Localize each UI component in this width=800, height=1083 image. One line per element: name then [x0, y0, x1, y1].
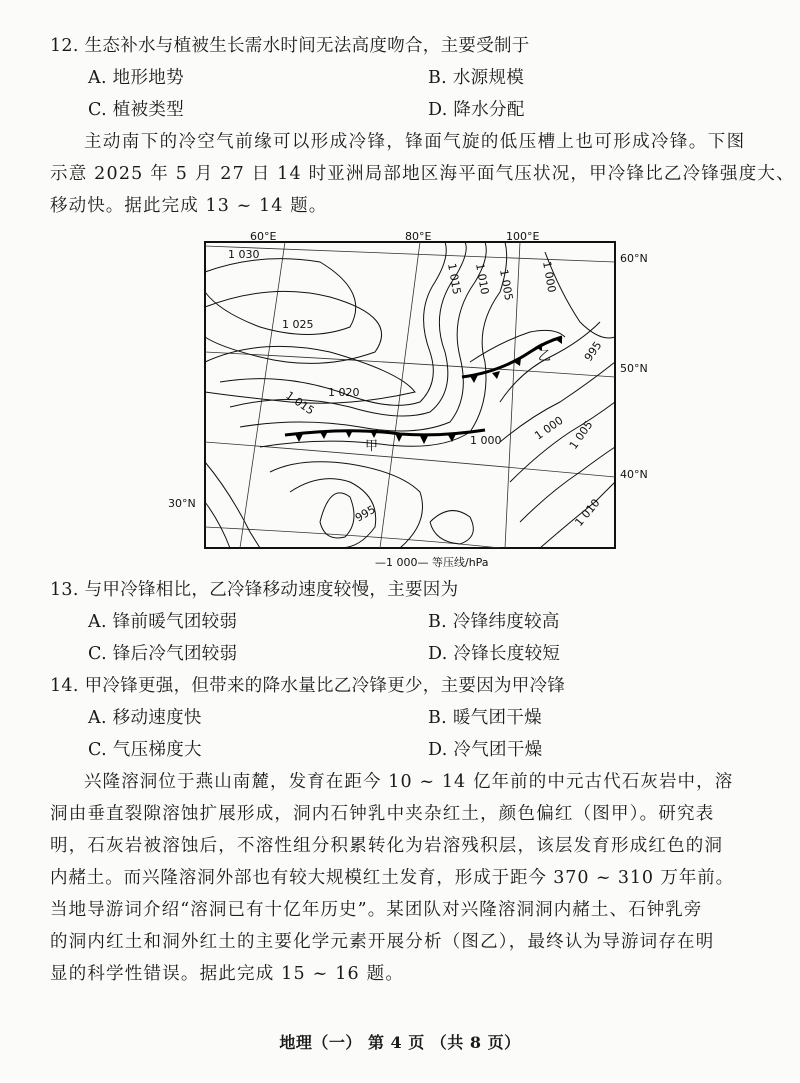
q14-option-d: D. 冷气团干燥: [428, 740, 543, 760]
q14-stem: 14. 甲冷锋更强，但带来的降水量比乙冷锋更少，主要因为甲冷锋: [50, 676, 566, 696]
intro-15-16-line-7: 显的科学性错误。据此完成 15 ~ 16 题。: [50, 964, 405, 984]
isobar-map-svg: [168, 230, 648, 572]
page-footer: 地理（一） 第 4 页 （共 8 页）: [279, 1033, 521, 1052]
intro-15-16-line-3: 明，石灰岩被溶蚀后，不溶性组分积累转化为岩溶残积层，该层发育形成红色的洞: [50, 836, 724, 856]
intro-15-16-line-2: 洞由垂直裂隙溶蚀扩展形成，洞内石钟乳中夹杂红土，颜色偏红（图甲）。研究表: [50, 804, 715, 824]
isobar-label-1000-north: 1 000: [540, 260, 559, 294]
front-label-yi: 乙: [538, 349, 552, 364]
lon-label-80e: 80°E: [405, 230, 432, 243]
intro-13-14-line-3: 移动快。据此完成 13 ~ 14 题。: [50, 196, 328, 216]
q13-option-c: C. 锋后冷气团较弱: [88, 644, 238, 664]
q12-stem: 12. 生态补水与植被生长需水时间无法高度吻合，主要受制于: [50, 36, 530, 56]
isobar-label-1020: 1 020: [328, 386, 360, 399]
intro-15-16-line-6: 的洞内红土和洞外红土的主要化学元素开展分析（图乙），最终认为导游词存在明: [50, 932, 715, 952]
isobar-label-1000-east: 1 000: [532, 413, 566, 443]
isobar-label-1005-east: 1 005: [566, 418, 596, 452]
intro-15-16-line-1: 兴隆溶洞位于燕山南麓，发育在距今 10 ~ 14 亿年前的中元古代石灰岩中，溶: [84, 772, 734, 792]
q13-stem: 13. 与甲冷锋相比，乙冷锋移动速度较慢，主要因为: [50, 580, 459, 600]
isobar-label-1015-west: 1 015: [283, 388, 317, 418]
q12-option-b: B. 水源规模: [428, 68, 525, 88]
lat-label-60n: 60°N: [620, 252, 648, 265]
sea-level-pressure-map: [168, 230, 648, 572]
map-legend: —1 000— 等压线/hPa: [375, 556, 489, 569]
intro-15-16-line-5: 当地导游词介绍“溶洞已有十亿年历史”。某团队对兴隆溶洞洞内赭土、石钟乳旁: [50, 900, 703, 920]
isobar-label-995-northeast: 995: [581, 339, 605, 364]
q12-option-d: D. 降水分配: [428, 100, 525, 120]
q14-option-c: C. 气压梯度大: [88, 740, 202, 760]
lat-label-50n: 50°N: [620, 362, 648, 375]
lat-label-30n: 30°N: [168, 497, 196, 510]
isobar-label-1010-east: 1 010: [572, 496, 603, 529]
isobar-label-1030: 1 030: [228, 248, 260, 261]
isobar-label-1010-north: 1 010: [473, 262, 492, 296]
isobar-label-1005-north: 1 005: [497, 268, 516, 302]
front-label-jia: 甲: [365, 439, 379, 454]
isobar-label-1000-center: 1 000: [470, 434, 502, 447]
isobar-label-1015-north: 1 015: [445, 262, 464, 296]
q12-option-c: C. 植被类型: [88, 100, 184, 120]
q13-option-b: B. 冷锋纬度较高: [428, 612, 560, 632]
q14-option-a: A. 移动速度快: [88, 708, 202, 728]
intro-15-16-line-4: 内赭土。而兴隆溶洞外部也有较大规模红土发育，形成于距今 370 ~ 310 万年前。: [50, 868, 735, 888]
q14-option-b: B. 暖气团干燥: [428, 708, 542, 728]
intro-13-14-line-2: 示意 2025 年 5 月 27 日 14 时亚洲局部地区海平面气压状况，甲冷锋比乙冷锋强度大、: [50, 164, 795, 184]
lat-label-40n: 40°N: [620, 468, 648, 481]
q13-option-d: D. 冷锋长度较短: [428, 644, 561, 664]
q13-option-a: A. 锋前暖气团较弱: [88, 612, 238, 632]
lon-label-60e: 60°E: [250, 230, 277, 243]
isobar-label-1025: 1 025: [282, 318, 314, 331]
q12-option-a: A. 地形地势: [88, 68, 184, 88]
lon-label-100e: 100°E: [506, 230, 540, 243]
intro-13-14-line-1: 主动南下的冷空气前缘可以形成冷锋，锋面气旋的低压槽上也可形成冷锋。下图: [84, 132, 746, 152]
isobar-label-995-south: 995: [353, 502, 378, 525]
